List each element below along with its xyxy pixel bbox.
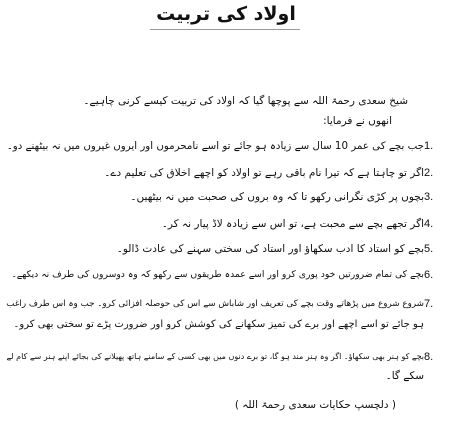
point-3-text: بچوں پر کڑی نگرانی رکھو تا کہ وہ بروں کی صحبت میں نہ بیٹھیں۔ — [130, 191, 424, 203]
point-7-number: 7. — [424, 298, 434, 310]
point-2-number: 2. — [424, 167, 434, 179]
title-underline — [150, 29, 300, 30]
point-2-text: اگر تو چاہتا ہے کہ تیرا نام باقی رہے تو اولاد کو اچھے اخلاق کی تعلیم دے۔ — [104, 167, 424, 179]
point-5-number: 5. — [424, 243, 434, 255]
page-title: اولاد کی تربیت — [156, 3, 296, 25]
point-8-number: 8. — [424, 351, 434, 363]
point-4-text: اگر تجھے بچے سے محبت ہے، تو اس سے زیادہ لاڈ پیار نہ کر۔ — [161, 218, 424, 230]
point-3-number: 3. — [424, 191, 434, 203]
point-6-number: 6. — [424, 269, 434, 281]
point-6-text: بچے کی تمام ضرورتیں خود پوری کرو اور اسے عمدہ طریقوں سے رکھو کہ وہ دوسروں کی طرف نہ دیکھے۔ — [11, 269, 424, 280]
point-7-text-line-1: شروع شروع میں پڑھاتے وقت بچے کی تعریف اور شاباش سے اس کی حوصلہ افزائی کرو۔ جب وہ اس طرف راغب — [6, 299, 424, 309]
point-8-text-line-2: سکے گا۔ — [385, 370, 424, 382]
point-4-number: 4. — [424, 218, 434, 230]
point-5-text: بچے کو استاد کا ادب سکھاؤ اور استاد کی سختی سہنے کی عادت ڈالو۔ — [116, 243, 424, 255]
point-1-text: جب بچے کی عمر 10 سال سے زیادہ ہو جائے تو اسے نامحرموں اور ایروں غیروں میں نہ بیٹھنے دو۔ — [6, 140, 424, 152]
point-8-text-line-1: بچے کو ہنر بھی سکھاؤ۔ اگر وہ ہنر مند ہو گا، تو برے دنوں میں بھی کسی کے سامنے ہاتھ پھیلانے کی بجائے اپنے ہنر سے کام لے — [6, 352, 424, 361]
point-1-number: 1. — [424, 140, 434, 152]
point-7-text-line-2: ہو جائے تو اسے اچھے اور برے کی تمیز سکھانے کی کوشش کرو اور ضرورت پڑے تو سختی بھی کرو۔ — [13, 319, 424, 330]
intro-answer-lead: انھوں نے فرمایا: — [323, 115, 392, 127]
source-citation: ( دلچسپ حکایات سعدی رحمۃ اللہ ) — [234, 399, 396, 411]
intro-question: شیخ سعدی رحمۃ اللہ سے پوچھا گیا کہ اولاد کی تربیت کیسے کرنی چاہیے۔ — [83, 95, 408, 107]
